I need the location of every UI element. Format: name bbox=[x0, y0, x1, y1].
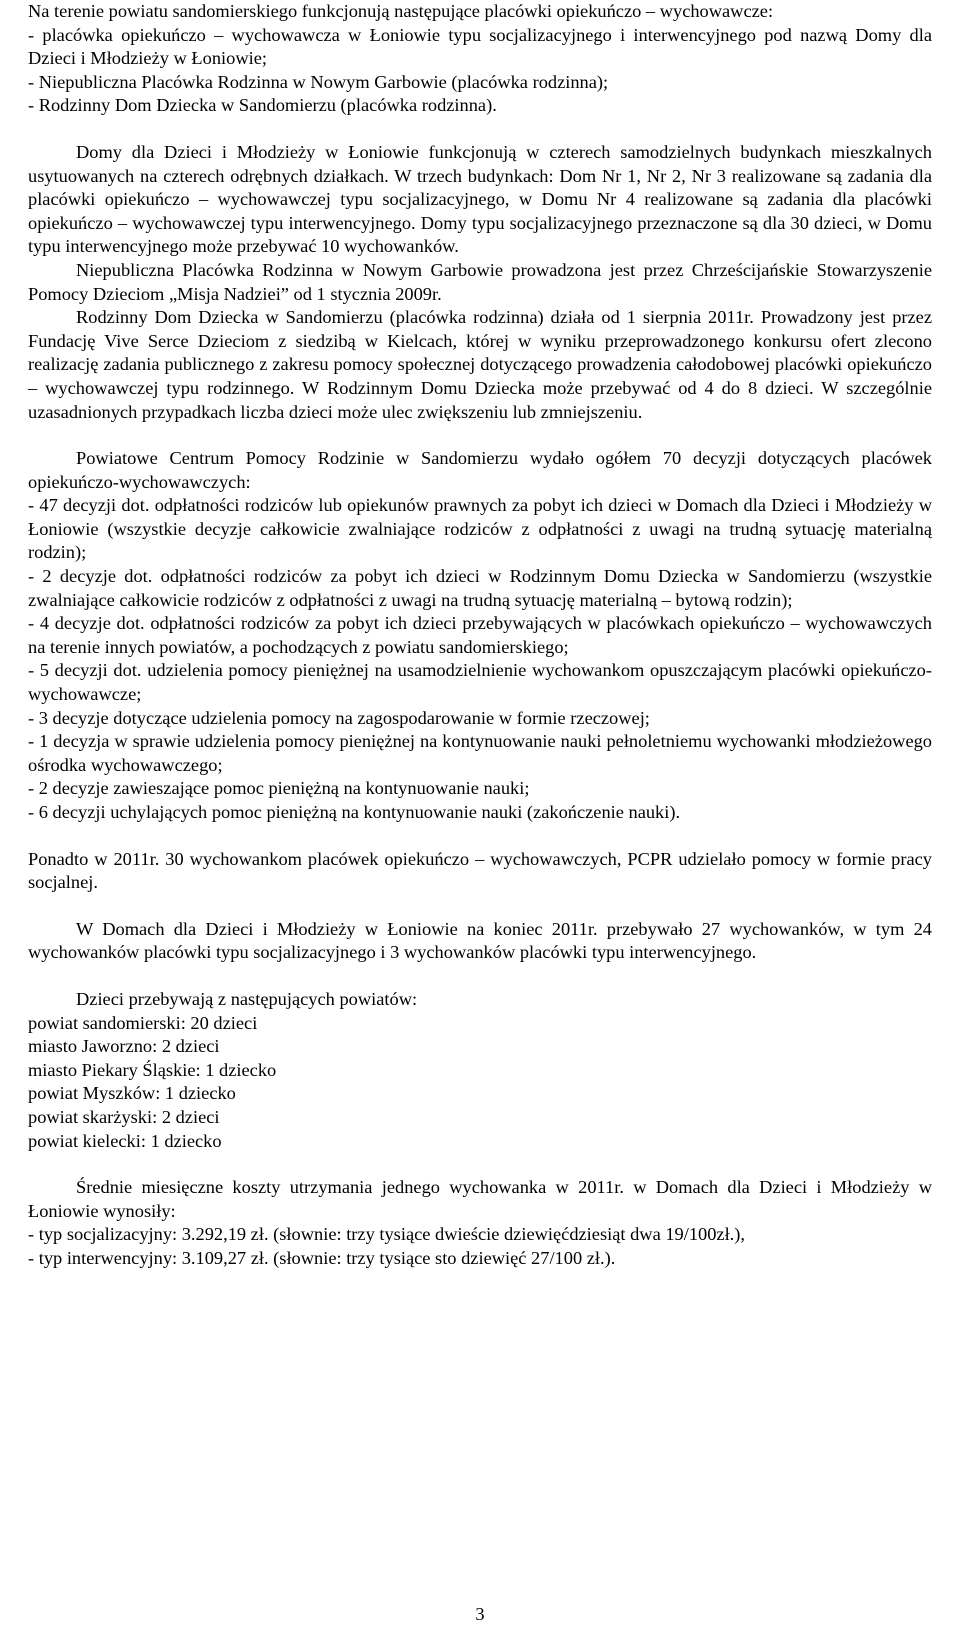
cost-item: - typ interwencyjny: 3.109,27 zł. (słownie: trzy tysiące sto dziewięć 27/100 zł.). bbox=[28, 1247, 616, 1268]
cost-item: - typ socjalizacyjny: 3.292,19 zł. (słownie: trzy tysiące dwieście dziewięćdziesiąt dwa 19/100zł.), bbox=[28, 1224, 746, 1245]
social-work-paragraph: Ponadto w 2011r. 30 wychowankom placówek opiekuńczo – wychowawczych, PCPR udzielało pomocy w formie pracy socjalnej. bbox=[28, 848, 932, 893]
decision-item: - 1 decyzja w sprawie udzielenia pomocy pieniężnej na kontynuowanie nauki pełnoletniemu wychowanki młodzieżowego ośrodka wychowawczego; bbox=[28, 731, 932, 775]
description-paragraph: Rodzinny Dom Dziecka w Sandomierzu (placówka rodzinna) działa od 1 sierpnia 2011r. Prowadzony jest przez Fundację Vive Serce Dzieciom z siedzibą w Kielcach, której w wyniku przeprowadzonego konkursu ofert zlecono realizację zadania publicznego z zakresu pomocy społecznej dotyczącego prowadzenia całodobowej placówki opiekuńczo – wychowawczej typu rodzinnego. W Rodzinnym Domu Dziecka może przebywać od 4 do 8 dzieci. W szczególnie uzasadnionych przypadkach liczba dzieci może ulec zwiększeniu lub zmniejszeniu. bbox=[28, 307, 932, 422]
decision-item: - 4 decyzje dot. odpłatności rodziców za pobyt ich dzieci przebywających w placówkach opiekuńczo – wychowawczych na terenie innych powiatów, a pochodzących z powiatu sandomierskiego; bbox=[28, 613, 932, 657]
intro-item: - Rodzinny Dom Dziecka w Sandomierzu (placówka rodzinna). bbox=[28, 95, 497, 116]
origin-item: miasto Jaworzno: 2 dzieci bbox=[28, 1036, 220, 1057]
description-paragraph: Domy dla Dzieci i Młodzieży w Łoniowie funkcjonują w czterech samodzielnych budynkach mieszkalnych usytuowanych na czterech odrębnych działkach. W trzech budynkach: Dom Nr 1, Nr 2, Nr 3 realizowane są zadania dla placówki opiekuńczo – wychowawczej typu socjalizacyjnego, w Domu Nr 4 realizowane są zadania dla placówki opiekuńczo – wychowawczej typu interwencyjnego. Domy typu socjalizacyjnego przeznaczone są dla 30 dzieci, w Domu typu interwencyjnego może przebywać 10 wychowanków. bbox=[28, 141, 932, 257]
page-number: 3 bbox=[475, 1604, 485, 1624]
origin-lead: Dzieci przebywają z następujących powiatów: bbox=[76, 988, 418, 1009]
decision-item: - 47 decyzji dot. odpłatności rodziców lub opiekunów prawnych za pobyt ich dzieci w Domach dla Dzieci i Młodzieży w Łoniowie (wszystkie decyzje całkowicie zwalniające rodziców z odpłatności z uwagi na trudną sytuację materialną rodzin); bbox=[28, 495, 932, 563]
decision-item: - 2 decyzje dot. odpłatności rodziców za pobyt ich dzieci w Rodzinnym Domu Dziecka w Sandomierzu (wszystkie zwalniające całkowicie rodziców z odpłatności z uwagi na trudną sytuację materialną – bytową rodzin); bbox=[28, 566, 932, 610]
social-work-section bbox=[28, 848, 932, 895]
costs-section bbox=[28, 1176, 932, 1270]
intro-lead: Na terenie powiatu sandomierskiego funkcjonują następujące placówki opiekuńczo – wychowawcze: bbox=[28, 1, 774, 21]
intro-item: - Niepubliczna Placówka Rodzinna w Nowym Garbowie (placówka rodzinna); bbox=[28, 71, 609, 92]
intro-section bbox=[28, 0, 932, 118]
origin-item: powiat kielecki: 1 dziecko bbox=[28, 1130, 222, 1151]
origin-item: powiat skarżyski: 2 dzieci bbox=[28, 1106, 220, 1127]
decision-item: - 3 decyzje dotyczące udzielenia pomocy na zagospodarowanie w formie rzeczowej; bbox=[28, 707, 650, 728]
description-section bbox=[28, 141, 932, 424]
origin-item: powiat Myszków: 1 dziecko bbox=[28, 1083, 236, 1104]
decision-item: - 6 decyzji uchylających pomoc pieniężną na kontynuowanie nauki (zakończenie nauki). bbox=[28, 802, 681, 822]
decisions-lead: Powiatowe Centrum Pomocy Rodzinie w Sandomierzu wydało ogółem 70 decyzji dotyczących placówek opiekuńczo-wychowawczych: bbox=[28, 448, 932, 492]
description-paragraph: Niepubliczna Placówka Rodzinna w Nowym Garbowie prowadzona jest przez Chrześcijańskie Stowarzyszenie Pomocy Dzieciom „Misja Nadziei” od 1 stycznia 2009r. bbox=[28, 259, 932, 304]
decisions-section bbox=[28, 447, 932, 825]
residents-paragraph: W Domach dla Dzieci i Młodzieży w Łoniowie na koniec 2011r. przebywało 27 wychowanków, w tym 24 wychowanków placówki typu socjalizacyjnego i 3 wychowanków placówki typu interwencyjnego. bbox=[28, 918, 932, 963]
decision-item: - 5 decyzji dot. udzielenia pomocy pieniężnej na usamodzielnienie wychowankom opuszczającym placówki opiekuńczo-wychowawcze; bbox=[28, 660, 932, 705]
origin-section bbox=[28, 988, 932, 1153]
intro-item: - placówka opiekuńczo – wychowawcza w Łoniowie typu socjalizacyjnego i interwencyjnego pod nazwą Domy dla Dzieci i Młodzieży w Łoniowie; bbox=[28, 24, 932, 69]
residents-section bbox=[28, 918, 932, 965]
origin-item: powiat sandomierski: 20 dzieci bbox=[28, 1012, 258, 1033]
decision-item: - 2 decyzje zawieszające pomoc pieniężną na kontynuowanie nauki; bbox=[28, 778, 530, 799]
costs-lead: Średnie miesięczne koszty utrzymania jednego wychowanka w 2011r. w Domach dla Dzieci i Młodzieży w Łoniowie wynosiły: bbox=[28, 1177, 932, 1221]
origin-item: miasto Piekary Śląskie: 1 dziecko bbox=[28, 1059, 277, 1080]
